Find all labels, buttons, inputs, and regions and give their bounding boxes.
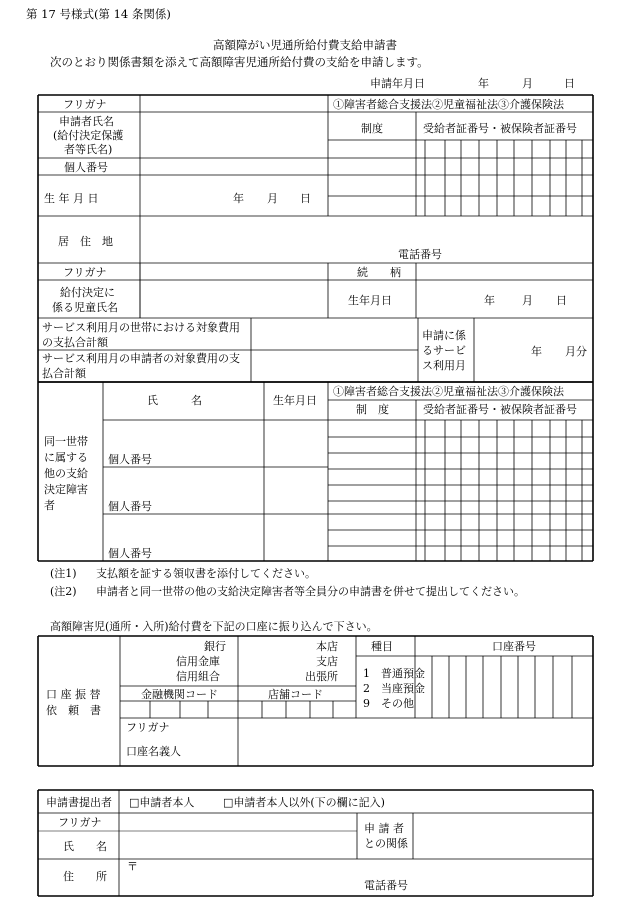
system-label: 制度 xyxy=(361,122,383,135)
child-birth-month: 月 xyxy=(522,294,533,307)
note2-number: (注2) xyxy=(50,585,77,598)
address-field[interactable] xyxy=(140,216,590,263)
member1-personal-number-label: 個人番号 xyxy=(108,453,152,466)
birth-day: 日 xyxy=(300,192,311,205)
date-month: 月 xyxy=(522,77,533,90)
household-side-label-3: 他の支給 xyxy=(44,467,88,480)
household-side-label-2: に属する xyxy=(44,451,88,464)
form-number: 第 17 号様式(第 14 条関係) xyxy=(26,7,171,21)
law-header: ①障害者総合支援法②児童福祉法③介護保険法 xyxy=(333,98,564,111)
birth-year: 年 xyxy=(233,192,244,205)
applicant-name-label-3: 者等氏名) xyxy=(64,143,113,156)
member-cert-header: 受給者証番号・被保険者証番号 xyxy=(423,403,577,416)
submitter-relation-label-1: 申 請 者 xyxy=(364,822,404,835)
submitter-name-field[interactable] xyxy=(119,813,357,859)
service-month-label-3: ス利用月 xyxy=(422,359,466,372)
bank-side-label-2: 依 頼 書 xyxy=(46,704,101,717)
household-total-field[interactable] xyxy=(251,318,418,350)
personal-number-label: 個人番号 xyxy=(64,161,108,174)
bank-type-2: 信用金庫 xyxy=(176,655,220,668)
submitter-furigana-label: フリガナ xyxy=(58,816,102,829)
service-month-label-2: るサービ xyxy=(422,344,466,357)
account-holder-furigana-field[interactable] xyxy=(238,718,593,735)
bank-type-1: 銀行 xyxy=(204,640,226,653)
branch-type-3: 出張所 xyxy=(305,670,338,683)
member-law-header: ①障害者総合支援法②児童福祉法③介護保険法 xyxy=(333,385,564,398)
submitter-address-label: 住 所 xyxy=(63,870,107,883)
submitter-relation-field[interactable] xyxy=(413,813,593,859)
furigana-label: フリガナ xyxy=(63,98,107,111)
child-birth-year: 年 xyxy=(484,294,495,307)
account-holder-label: 口座名義人 xyxy=(126,745,181,758)
birth-month: 月 xyxy=(267,192,278,205)
member-system-header: 制 度 xyxy=(356,403,389,416)
branch-type-2: 支店 xyxy=(316,655,338,668)
child-name-label-2: 係る児童氏名 xyxy=(52,301,118,314)
branch-type-1: 本店 xyxy=(316,640,338,653)
phone-label: 電話番号 xyxy=(398,248,442,261)
child-birthdate-label: 生年月日 xyxy=(348,294,392,307)
service-month-year: 年 xyxy=(531,345,542,358)
submitter-name-label: 氏 名 xyxy=(63,840,107,853)
date-day: 日 xyxy=(564,77,575,90)
address-label: 居 住 地 xyxy=(58,235,113,248)
member3-personal-number-label: 個人番号 xyxy=(108,547,152,560)
applicant-name-label-1: 申請者氏名 xyxy=(59,115,114,128)
postal-mark: 〒 xyxy=(127,860,138,873)
institution-code-label: 金融機関コード xyxy=(141,688,218,701)
bank-furigana-label: フリガナ xyxy=(126,721,170,734)
service-month-suffix: 月分 xyxy=(565,345,587,358)
account-number-header: 口座番号 xyxy=(492,640,536,653)
household-side-label-1: 同一世帯 xyxy=(44,435,88,448)
applicant-name-label-2: (給付決定保護 xyxy=(53,129,124,142)
bank-side-label-1: 口 座 振 替 xyxy=(46,688,101,701)
account-holder-field[interactable] xyxy=(238,735,593,766)
child-birth-day: 日 xyxy=(556,294,567,307)
applicant-furigana-field[interactable] xyxy=(140,95,328,112)
applicant-total-field[interactable] xyxy=(251,350,418,382)
account-type-header: 種目 xyxy=(371,640,393,653)
birthdate-label: 生 年 月 日 xyxy=(44,192,99,205)
service-month-label-1: 申請に係 xyxy=(422,329,466,342)
household-side-label-5: 者 xyxy=(44,499,55,512)
date-label: 申請年月日 xyxy=(370,77,425,90)
child-name-field[interactable] xyxy=(140,280,328,318)
household-total-label-1: サービス利用月の世帯における対象費用 xyxy=(42,321,240,334)
page-title: 高額障がい児通所給付費支給申請書 xyxy=(213,38,397,52)
bank-type-3: 信用組合 xyxy=(176,670,220,683)
branch-code-label: 店舗コード xyxy=(268,688,323,701)
member-birthdate-header: 生年月日 xyxy=(273,394,317,407)
applicant-total-label-2: 払合計額 xyxy=(42,367,86,380)
household-side-label-4: 決定障害 xyxy=(44,483,88,496)
member-name-header: 氏 名 xyxy=(147,394,202,407)
submitter-option-self[interactable]: □申請者本人 xyxy=(129,796,195,809)
note1-text: 支払額を証する領収書を添付してください。 xyxy=(96,567,316,580)
relationship-label: 続 柄 xyxy=(357,266,401,279)
submitter-relation-label-2: との関係 xyxy=(364,837,408,850)
bank-intro: 高額障害児(通所・入所)給付費を下記の口座に振り込んで下さい。 xyxy=(50,620,378,633)
child-name-label-1: 給付決定に xyxy=(60,286,115,299)
cert-number-header: 受給者証番号・被保険者証番号 xyxy=(423,122,577,135)
household-total-label-2: の支払合計額 xyxy=(42,336,108,349)
personal-number-field[interactable] xyxy=(140,158,328,175)
note1-number: (注1) xyxy=(50,567,77,580)
account-type-3: 9 その他 xyxy=(363,697,414,710)
applicant-total-label-1: サービス利用月の申請者の対象費用の支 xyxy=(42,352,240,365)
member2-personal-number-label: 個人番号 xyxy=(108,500,152,513)
account-type-2: 2 当座預金 xyxy=(363,682,425,695)
submitter-option-other[interactable]: □申請者本人以外(下の欄に記入) xyxy=(223,796,385,809)
submitter-label: 申請書提出者 xyxy=(46,796,112,809)
applicant-name-field[interactable] xyxy=(140,112,328,158)
submitter-address-field[interactable] xyxy=(119,859,593,896)
submitter-phone-label: 電話番号 xyxy=(364,879,408,892)
furigana2-label: フリガナ xyxy=(63,266,107,279)
intro-text: 次のとおり関係書類を添えて高額障害児通所給付費の支給を申請します。 xyxy=(50,55,429,69)
account-type-1: 1 普通預金 xyxy=(363,667,425,680)
date-year: 年 xyxy=(478,77,489,90)
note2-text: 申請者と同一世帯の他の支給決定障害者等全員分の申請書を併せて提出してください。 xyxy=(96,585,525,598)
